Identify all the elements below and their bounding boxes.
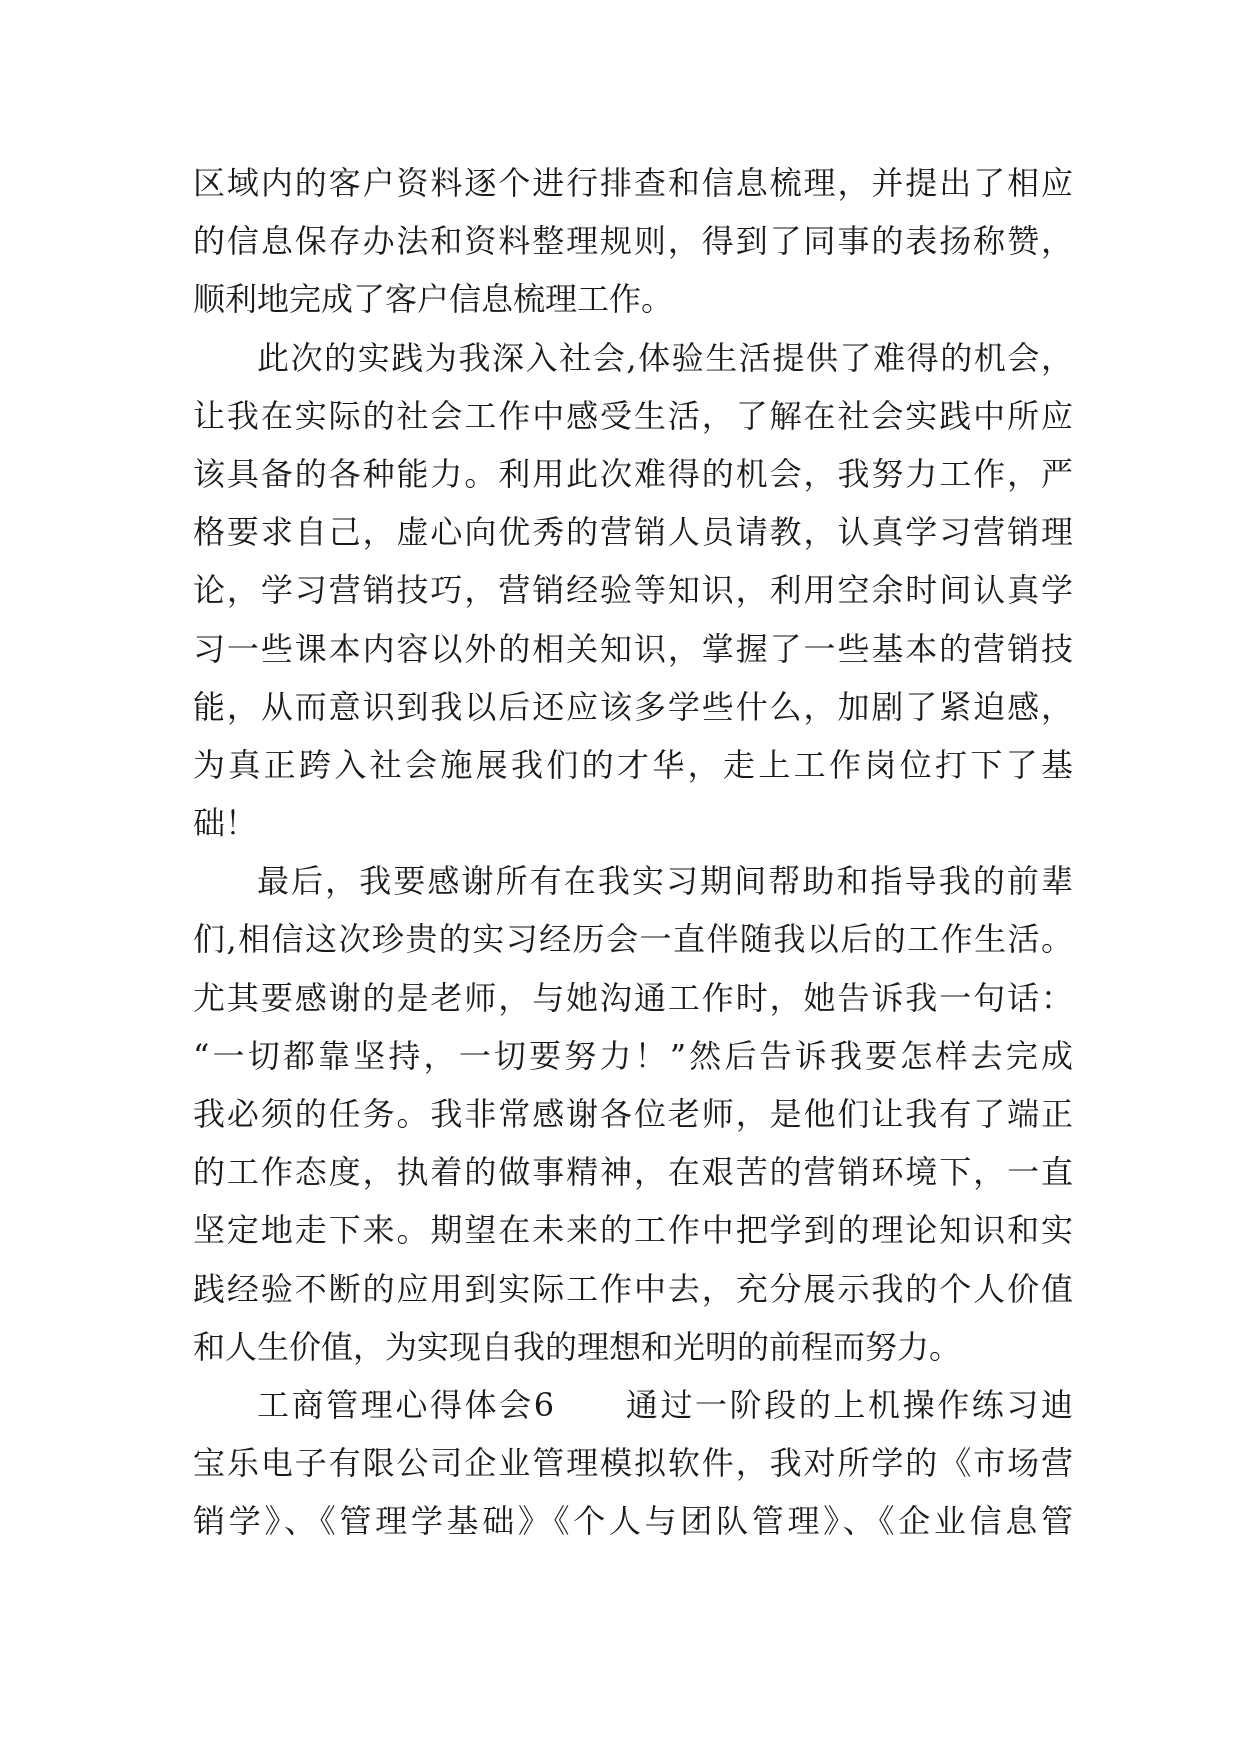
text-line: 为真正跨入社会施展我们的才华，走上工作岗位打下了基 — [193, 745, 1073, 784]
text-line: 顺利地完成了客户信息梳理工作。 — [193, 280, 674, 319]
section-heading-line: 工商管理心得体会6 通过一阶段的上机操作练习迪 — [257, 1385, 1073, 1424]
paragraph-start-line: 最后，我要感谢所有在我实习期间帮助和指导我的前辈 — [257, 862, 1073, 901]
paragraph-start-line: 此次的实践为我深入社会,体验生活提供了难得的机会， — [257, 338, 1073, 377]
text-line: 论，学习营销技巧，营销经验等知识，利用空余时间认真学 — [193, 571, 1073, 610]
text-line: 宝乐电子有限公司企业管理模拟软件，我对所学的《市场营 — [193, 1444, 1073, 1483]
document-body — [193, 154, 1073, 1551]
text-line: 让我在实际的社会工作中感受生活，了解在社会实践中所应 — [193, 396, 1073, 435]
text-line: 坚定地走下来。期望在未来的工作中把学到的理论知识和实 — [193, 1211, 1073, 1250]
text-line: 的工作态度，执着的做事精神，在艰苦的营销环境下，一直 — [193, 1153, 1073, 1192]
text-line: 习一些课本内容以外的相关知识，掌握了一些基本的营销技 — [193, 629, 1073, 668]
text-line: 础！ — [193, 804, 258, 843]
text-line: 们,相信这次珍贵的实习经历会一直伴随我以后的工作生活。 — [193, 920, 1073, 959]
text-line: 我必须的任务。我非常感谢各位老师，是他们让我有了端正 — [193, 1095, 1073, 1133]
text-line: 的信息保存办法和资料整理规则，得到了同事的表扬称赞， — [193, 222, 1073, 261]
text-line: 尤其要感谢的是老师，与她沟通工作时，她告诉我一句话： — [193, 978, 1073, 1017]
text-line: 销学》、《管理学基础》《个人与团队管理》、《企业信息管 — [193, 1502, 1073, 1541]
text-line: 区域内的客户资料逐个进行排查和信息梳理，并提出了相应 — [193, 164, 1073, 202]
text-line: 践经验不断的应用到实际工作中去，充分展示我的个人价值 — [193, 1269, 1073, 1308]
text-line: “一切都靠坚持，一切要努力！”然后告诉我要怎样去完成 — [193, 1036, 1073, 1075]
text-line: 能，从而意识到我以后还应该多学些什么，加剧了紧迫感， — [193, 687, 1073, 726]
text-line: 和人生价值，为实现自我的理想和光明的前程而努力。 — [193, 1327, 962, 1366]
text-line: 该具备的各种能力。利用此次难得的机会，我努力工作，严 — [193, 454, 1073, 493]
text-line: 格要求自己，虚心向优秀的营销人员请教，认真学习营销理 — [193, 513, 1073, 552]
